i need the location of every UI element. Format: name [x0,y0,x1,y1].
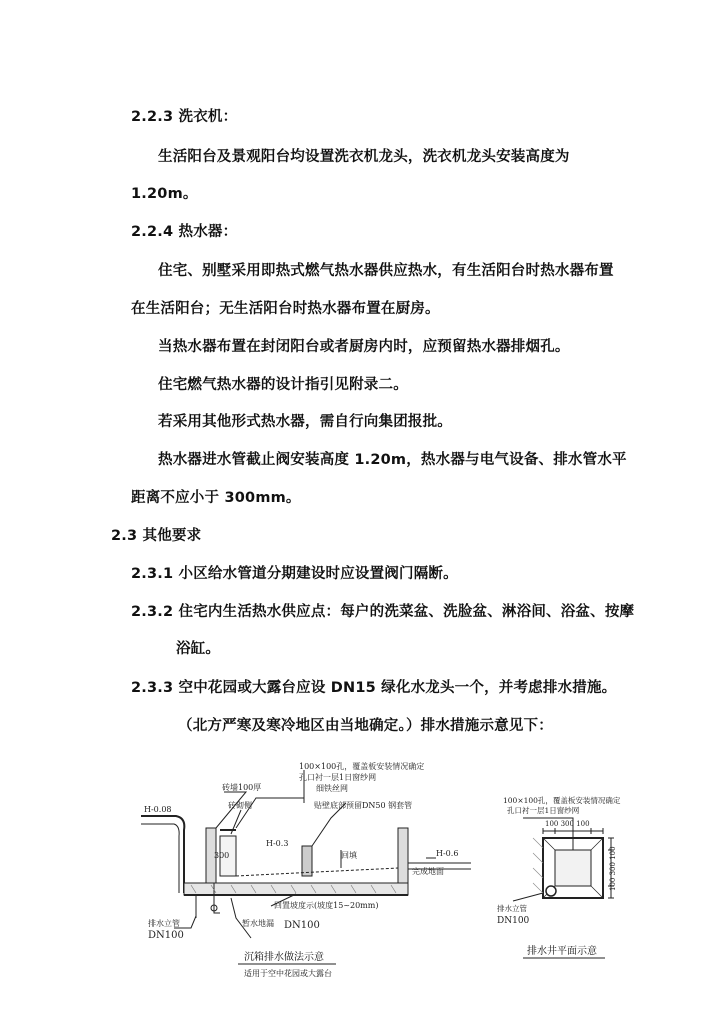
paragraph: 距离不应小于 300mm。 [131,490,301,506]
label-sleeve: 贴壁底部预留DN50 钢套管 [314,801,413,810]
paragraph: 生活阳台及景观阳台均设置洗衣机龙头，洗衣机龙头安装高度为 [158,149,570,165]
paragraph: 浴缸。 [176,641,221,657]
paragraph: 住宅、别墅采用即热式燃气热水器供应热水，有生活阳台时热水器布置 [158,263,614,279]
label-fine-mesh: 细铁丝网 [316,784,348,793]
sunken-drain-section-figure [136,758,481,988]
dims-top: 100 300 100 [545,820,590,828]
label-h1: H-0.08 [144,805,172,814]
section-2-3-heading: 2.3 其他要求 [111,528,202,544]
label-backfill: 回填 [341,851,357,860]
figure-title: 沉箱排水做法示意 [244,952,324,963]
label-hole: 100×100孔，覆盖板安装情况确定 [299,762,425,771]
section-2-3-3: 2.3.3 空中花园或大露台应设 DN15 绿化水龙头一个，并考虑排水措施。 [131,680,617,696]
drain-well-plan-figure [493,793,623,968]
label-h2: H-0.3 [266,839,289,848]
label-drain-pipe: 排水立管 [148,919,180,928]
figure-subtitle: 适用于空中花园或大露台 [244,969,332,978]
label-h3: H-0.6 [436,849,459,858]
section-2-3-2: 2.3.2 住宅内生活热水供应点：每户的洗菜盆、洗脸盆、淋浴间、浴盆、按摩 [131,604,635,620]
label-hole: 100×100孔，覆盖板安装情况确定 [503,796,621,805]
paragraph: 1.20m。 [131,186,198,202]
paragraph: （北方严寒及寒冷地区由当地确定。）排水措施示意见下： [178,718,553,734]
label-mesh: 孔口衬一层1日窗纱网 [299,773,377,782]
label-dn-left: DN100 [148,930,184,941]
label-300: 300 [214,851,230,860]
label-floor-drain: 暂水地漏 [242,919,274,928]
figure-title: 排水井平面示意 [527,946,597,957]
paragraph: 在生活阳台；无生活阳台时热水器布置在厨房。 [131,301,440,317]
section-2-2-4-heading: 2.2.4 热水器： [131,224,238,240]
paragraph: 当热水器布置在封闭阳台或者厨房内时，应预留热水器排烟孔。 [158,339,570,355]
label-floor: 完成地面 [412,867,444,876]
label-brick: 砖砌侧 [228,801,252,810]
section-2-2-3-heading: 2.2.3 洗衣机： [131,109,238,125]
label-wall: 砖墙100厚 [222,783,262,792]
label-dn-mid: DN100 [284,920,320,931]
label-slope: 回置坡度示(坡度15~20mm) [274,901,379,910]
label-drain-pipe: 排水立管 [497,904,527,913]
section-2-3-1: 2.3.1 小区给水管道分期建设时应设置阀门隔断。 [131,566,458,582]
label-dn: DN100 [497,916,530,926]
paragraph: 若采用其他形式热水器，需自行向集团报批。 [158,414,452,430]
dims-side: 100 300 100 [609,846,617,891]
paragraph: 住宅燃气热水器的设计指引见附录二。 [158,377,408,393]
paragraph: 热水器进水管截止阀安装高度 1.20m，热水器与电气设备、排水管水平 [158,452,627,468]
label-mesh: 孔口衬一层1日窗纱网 [507,806,580,815]
